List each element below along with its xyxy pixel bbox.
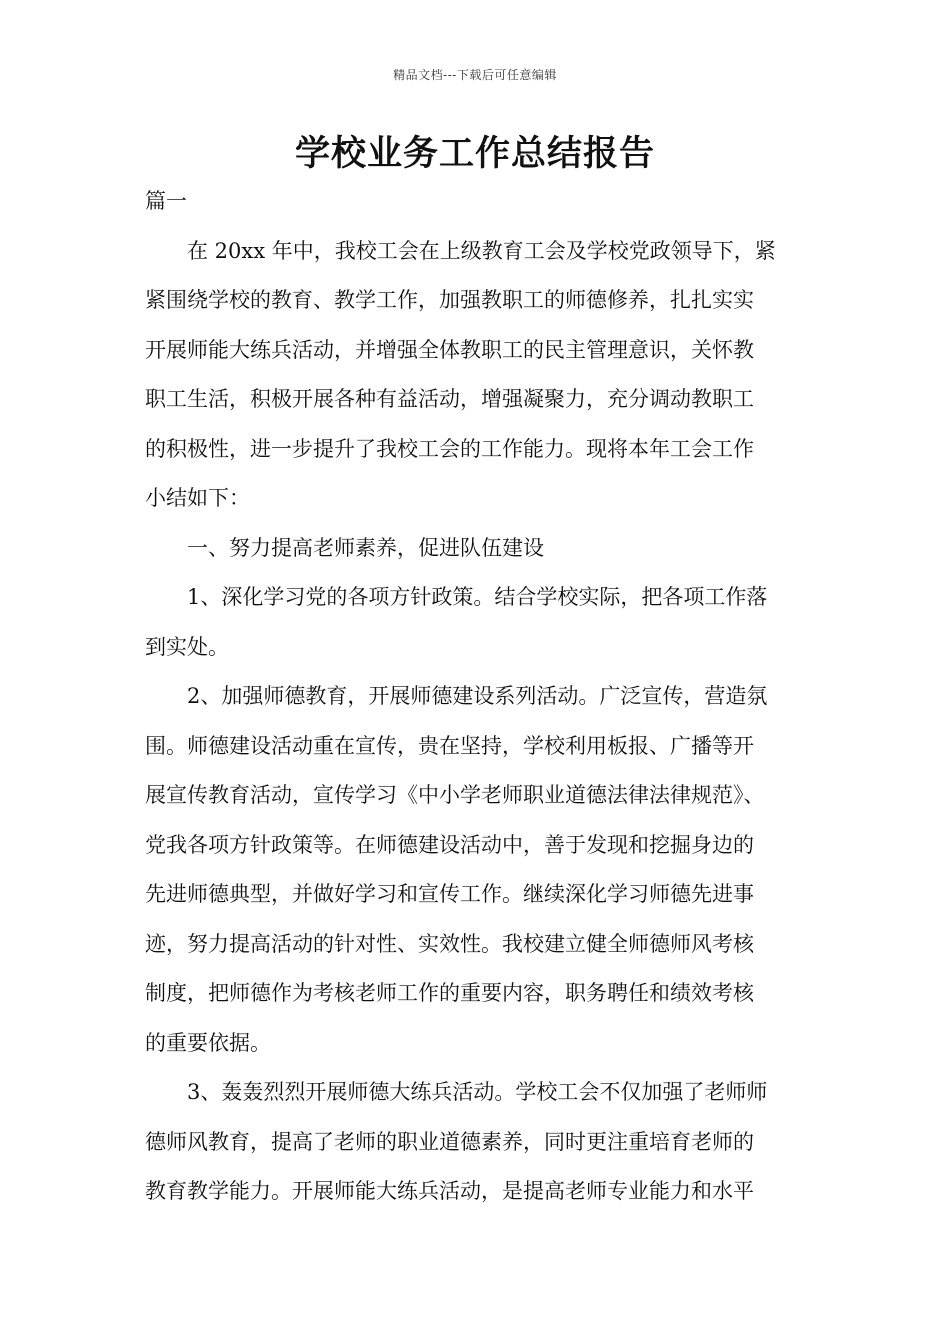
text-line: 的重要依据。: [145, 1030, 271, 1055]
text-line: 职工生活，积极开展各种有益活动，增强凝聚力，充分调动教职工: [145, 387, 754, 411]
text-line: 开展师能大练兵活动，并增强全体教职工的民主管理意识，关怀教: [145, 337, 754, 362]
text-line: 到实处。: [145, 634, 229, 659]
text-line: 制度，把师德作为考核老师工作的重要内容，职务聘任和绩效考核: [145, 981, 754, 1005]
text-line: 先进师德典型，并做好学习和宣传工作。继续深化学习师德先进事: [145, 882, 754, 906]
text-line: 在 20xx 年中，我校工会在上级教育工会及学校党政领导下，紧: [187, 238, 776, 263]
text-line: 一、努力提高老师素养，促进队伍建设: [187, 535, 544, 560]
text-line: 党我各项方针政策等。在师德建设活动中，善于发现和挖掘身边的: [145, 832, 754, 857]
text-line: 小结如下：: [145, 486, 250, 510]
text-line: 紧围绕学校的教育、教学工作，加强教职工的师德修养，扎扎实实: [145, 288, 754, 312]
header-note: 精品文档---下载后可任意编辑: [393, 68, 557, 82]
text-line: 1、深化学习党的各项方针政策。结合学校实际，把各项工作落: [187, 585, 768, 609]
text-line: 迹，努力提高活动的针对性、实效性。我校建立健全师德师风考核: [145, 931, 754, 956]
text-line: 3、轰轰烈烈开展师德大练兵活动。学校工会不仅加强了老师师: [187, 1080, 768, 1104]
text-line: 2、加强师德教育，开展师德建设系列活动。广泛宣传，营造氛: [187, 684, 768, 708]
body-text: [145, 177, 810, 1217]
text-line: 展宣传教育活动，宣传学习《中小学老师职业道德法律法律规范》、: [145, 783, 765, 807]
text-line: 的积极性，进一步提升了我校工会的工作能力。现将本年工会工作: [145, 436, 754, 461]
document-title: 学校业务工作总结报告: [294, 134, 655, 174]
text-line: 围。师德建设活动重在宣传，贵在坚持，学校利用板报、广播等开: [145, 733, 754, 758]
text-line: 篇一: [145, 189, 187, 213]
text-line: 教育教学能力。开展师能大练兵活动，是提高老师专业能力和水平: [145, 1179, 754, 1203]
text-line: 德师风教育，提高了老师的职业道德素养，同时更注重培育老师的: [145, 1129, 754, 1154]
